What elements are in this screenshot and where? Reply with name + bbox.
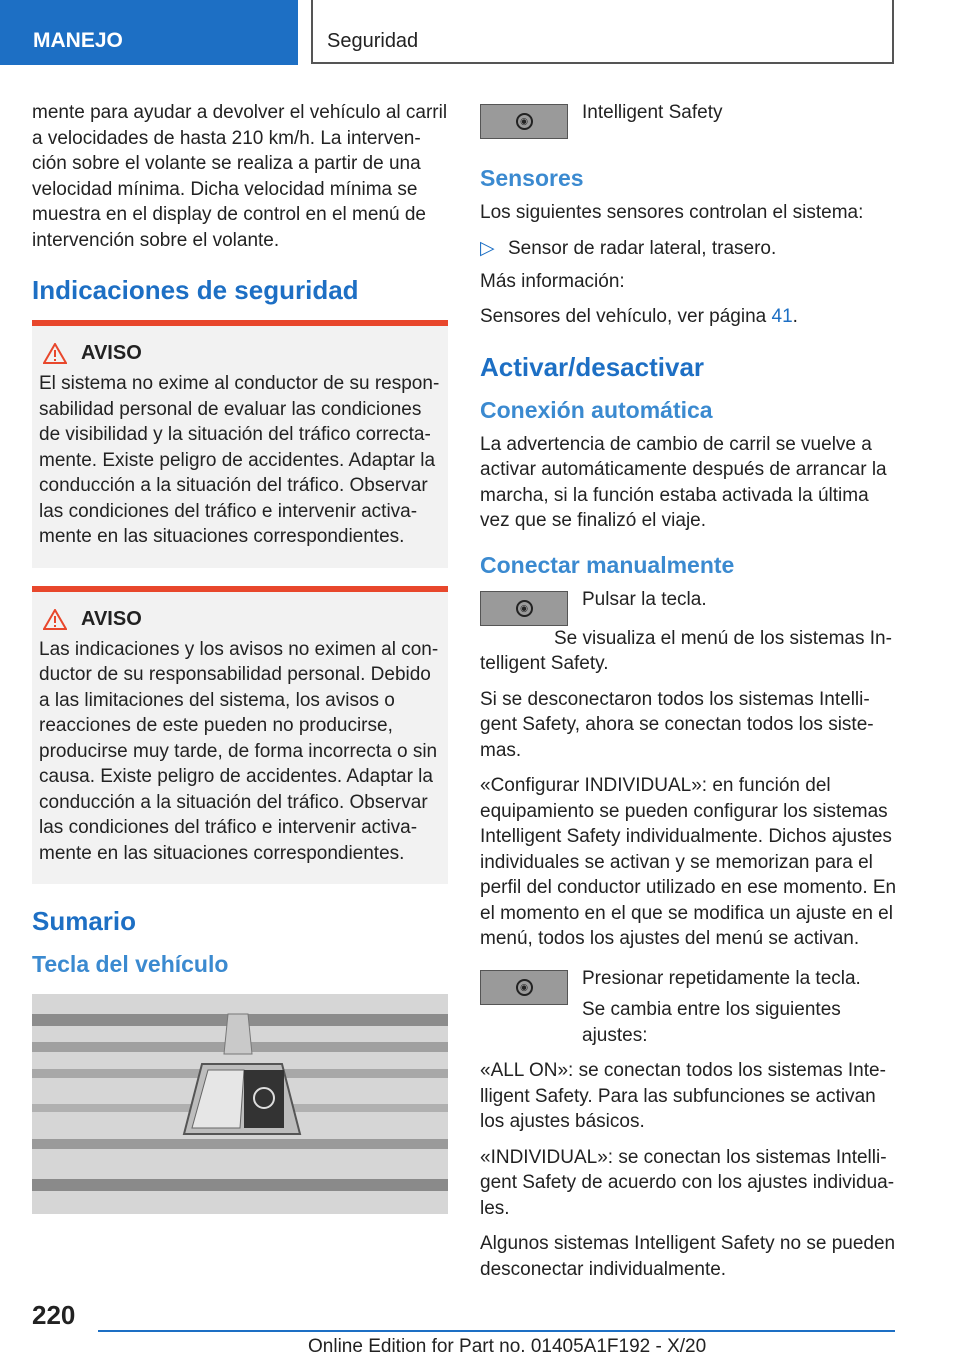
sensors-heading: Sensores bbox=[480, 165, 584, 191]
menu-shown: Se visualiza el menú de los sistemas Intelligent Safety. bbox=[480, 627, 892, 674]
safety-button-icon: ◉ bbox=[516, 600, 533, 617]
warning-triangle-icon bbox=[43, 609, 67, 630]
warning-text: Las indicaciones y los avisos no eximen al conductor de su responsabilidad personal. Debido a las limitaciones del sistema, los avisos o reacciones de este pueden no producirse, producirse muy tarde, de forma incorrecta o sin causa. Existe peligro de accidentes. Adaptar la conducción a la situación del tráfico. Observar las condiciones del tráfico e intervenir activamente en las situaciones correspondientes. bbox=[39, 638, 439, 864]
bullet-icon: ▷ bbox=[480, 237, 495, 259]
safety-button-icon: ◉ bbox=[516, 113, 533, 130]
warning-triangle-icon bbox=[43, 343, 67, 364]
intelligent-safety-key-image bbox=[480, 104, 568, 139]
intro-paragraph: mente para ayudar a devolver el vehículo al carril a velocidades de hasta 210 km/h. La intervención sobre el volante se realiza a partir de una velocidad mínima. Dicha velocidad mínima se muestra en el display de control en el menú de intervención sobre el volante. bbox=[32, 102, 448, 251]
footer-divider bbox=[98, 1330, 895, 1332]
intelligent-safety-key-image bbox=[480, 970, 568, 1005]
press-repeatedly: Presionar repetidamente la tecla. bbox=[582, 967, 861, 989]
intelligent-safety-key-image bbox=[480, 591, 568, 626]
chapter-tab bbox=[0, 0, 298, 65]
safety-button-icon: ◉ bbox=[516, 979, 533, 996]
all-on-setting: «ALL ON»: se conectan todos los sistemas Intelligent Safety. Para las subfunciones se activan los ajustes básicos. bbox=[480, 1060, 886, 1132]
sensors-intro: Los siguientes sensores controlan el sistema: bbox=[480, 202, 864, 223]
vehicle-button-photo bbox=[32, 994, 448, 1214]
safety-heading: Indicaciones de seguridad bbox=[32, 275, 359, 305]
sensors-reference: Sensores del vehículo, ver página 41. bbox=[480, 306, 798, 327]
if-disconnected: Si se desconectaron todos los sistemas Intelligent Safety, ahora se conectan todos los sistemas. bbox=[480, 688, 874, 761]
warning-title: AVISO bbox=[39, 342, 440, 365]
switch-settings: Se cambia entre los siguientes ajustes: bbox=[582, 999, 841, 1046]
summary-heading: Sumario bbox=[32, 906, 137, 936]
page-link[interactable]: 41 bbox=[771, 306, 793, 327]
press-key: Pulsar la tecla. bbox=[582, 588, 707, 610]
key-row bbox=[480, 587, 898, 626]
edition-footer: Online Edition for Part no. 01405A1F192 - X/20 bbox=[308, 1336, 707, 1357]
warning-title: AVISO bbox=[39, 608, 440, 631]
warning-box bbox=[32, 586, 448, 885]
some-systems-note: Algunos sistemas Intelligent Safety no se pueden desconectar individualmente. bbox=[480, 1233, 896, 1280]
auto-text: La advertencia de cambio de carril se vuelve a activar automáticamente después de arrancar la marcha, si la función estaba activada la última vez que se finalizó el viaje. bbox=[480, 433, 887, 531]
manual-heading: Conectar manualmente bbox=[480, 551, 735, 578]
individual-setting: «INDIVIDUAL»: se conectan los sistemas Intelligent Safety de acuerdo con los ajustes individuales. bbox=[480, 1146, 895, 1219]
chapter-label: MANEJO bbox=[33, 29, 123, 52]
key-row bbox=[480, 966, 898, 1055]
warning-text: El sistema no exime al conductor de su responsabilidad personal de evaluar las condiciones de visibilidad y la situación del tráfico correctamente. Existe peligro de accidentes. Adaptar la conducción a la situación del tráfico. Observar las condiciones del tráfico e intervenir activamente en las situaciones correspondientes. bbox=[39, 373, 440, 547]
auto-heading: Conexión automática bbox=[480, 396, 713, 423]
section-header bbox=[311, 0, 894, 64]
page-number: 220 bbox=[32, 1300, 76, 1330]
right-column bbox=[480, 100, 898, 1292]
more-info: Más información: bbox=[480, 270, 625, 292]
left-column bbox=[32, 100, 448, 1219]
vehicle-key-heading: Tecla del vehículo bbox=[32, 951, 229, 977]
warning-box bbox=[32, 320, 448, 568]
section-title: Seguridad bbox=[327, 30, 419, 52]
key-row bbox=[480, 100, 898, 139]
configure-individual: «Configurar INDIVIDUAL»: en función del equipamiento se pueden configurar los sistemas Intelligent Safety individualmente. Dichos ajustes individuales se activan y se memorizan para el perfil del conductor utilizado en ese momento. En el momento en el que se modifica un ajuste en el menú, todos los ajustes del menú se activan. bbox=[480, 775, 897, 949]
key-label: Intelligent Safety bbox=[582, 102, 723, 123]
activate-heading: Activar/desactivar bbox=[480, 351, 705, 382]
list-item: ▷ Sensor de radar lateral, trasero. bbox=[480, 237, 777, 259]
